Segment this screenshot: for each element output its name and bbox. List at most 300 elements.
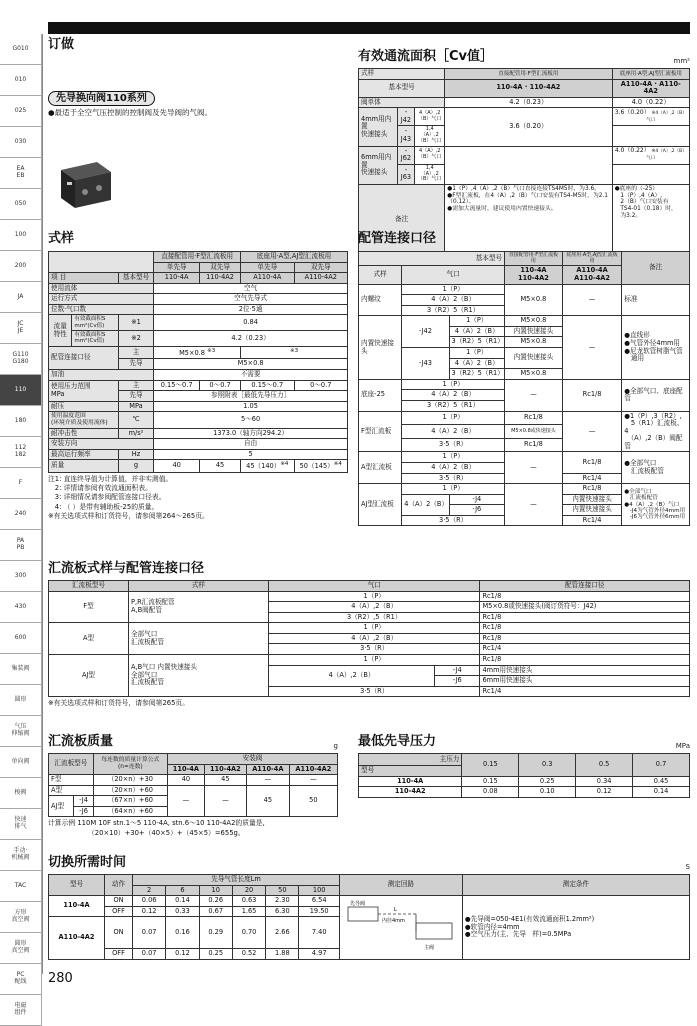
pipe-note: ●全部气口、底座配管	[622, 379, 690, 411]
side-tab[interactable]: 快速 排气	[0, 809, 42, 840]
switch-title: 切换所需时间	[48, 855, 127, 870]
minp-value: 0.10	[519, 787, 576, 798]
mani-port: 1（P）	[269, 591, 480, 602]
mass-value: —	[204, 785, 246, 817]
spec-label: 使用压力范围 MPa	[49, 380, 119, 401]
pipe-note: 标准	[622, 284, 690, 316]
pipe-port: 4（A）2（B）	[449, 326, 505, 337]
switch-table	[48, 874, 690, 960]
sw-act: ON	[105, 917, 133, 949]
pipe-port: 1（P）	[402, 284, 505, 295]
spec-unit: ℃	[118, 412, 153, 428]
pipe-value: Rc1/4	[562, 515, 621, 526]
pipe-code: -J6	[449, 505, 505, 516]
cv-header: 基本型号	[359, 79, 445, 97]
spec-label: 质量	[49, 460, 119, 473]
spec-label: 耐冲击性	[49, 428, 119, 439]
pipe-model: 110-4A 110-4A2	[505, 266, 563, 284]
minp-col: 0.15	[462, 753, 519, 776]
cv-model: 110-4A · 110-4A2	[445, 79, 612, 97]
pipe-model: A110-4A A110-4A2	[562, 266, 621, 284]
sw-header: 测定回路	[339, 874, 462, 895]
pipe-port: 3（R2）5（R1）	[449, 369, 505, 380]
mass-header: 每连数的质量计算公式 (n=连数)	[93, 753, 167, 774]
mass-code: -J4	[74, 796, 93, 807]
pipe-port: 1（P）	[402, 411, 505, 425]
side-tab[interactable]: 240	[0, 499, 42, 530]
mani-value: Rc1/8	[480, 654, 690, 665]
sw-value: 0.06	[133, 896, 166, 907]
spec-value: 45	[200, 460, 241, 473]
minp-header: 主压力	[359, 753, 462, 765]
sw-value: 0.12	[166, 949, 199, 960]
spec-notes	[48, 475, 348, 521]
mass-value: 45	[204, 775, 246, 786]
mass-model: 110-4A2	[204, 764, 246, 775]
minp-value: 0.45	[633, 776, 690, 787]
mass-value: 40	[168, 775, 205, 786]
sw-model: A110-4A2	[49, 917, 105, 959]
cv-value: 4.2（0.23）	[445, 97, 612, 108]
pipe-value: 内置快速接头	[505, 326, 563, 337]
series-badge: 先导换向阀110系列	[48, 91, 155, 107]
pipe-value: Rc1/8	[562, 452, 621, 473]
spec-value: 5～60	[154, 412, 348, 428]
side-tab[interactable]: 112 182	[0, 437, 42, 468]
mani-port: 3·5（R）	[269, 644, 480, 655]
mass-calc: 计算示例 110M 10F stn.1～5 110-4A, stn.6～10 110-4A2的质量是,	[48, 819, 265, 828]
side-tabs	[0, 34, 42, 1026]
mass-value: —	[289, 775, 337, 786]
spec-label: 加油	[49, 370, 154, 381]
sw-value: 19.50	[299, 906, 339, 917]
minp-header: 型号	[359, 765, 462, 776]
pipe-port: 1（P）	[449, 348, 505, 359]
cv-code: -J63	[397, 164, 415, 184]
mass-value: —	[168, 785, 205, 817]
side-tab[interactable]: 圆形 真空阀	[0, 933, 42, 964]
spec-value: 40	[154, 460, 200, 473]
pipe-value: M5×0.8	[505, 284, 563, 316]
cv-model: A110-4A · A110-4A2	[612, 79, 689, 97]
side-tab[interactable]: 200	[0, 251, 42, 282]
pipe-value: —	[562, 284, 621, 316]
spec-type: 单先导	[241, 262, 294, 273]
pipe-port: 1（P）	[402, 452, 505, 463]
pipe-value: Rc1/8	[505, 438, 563, 452]
mass-title: 汇流板质量	[48, 734, 114, 749]
side-tab[interactable]: 100	[0, 220, 42, 251]
mass-header: 安装阀	[168, 753, 338, 764]
side-tab[interactable]: EA EB	[0, 158, 42, 189]
spec-label: 使用流体	[49, 283, 154, 294]
spec-model: A110-4A2	[294, 273, 347, 284]
minp-col: 0.5	[576, 753, 633, 776]
spec-value: 5	[154, 449, 348, 460]
switch-section	[48, 856, 690, 960]
pipe-value: 内置快速接头	[562, 494, 621, 505]
spec-label: 主	[118, 380, 153, 391]
spec-section	[48, 232, 348, 521]
minp-value: 0.12	[576, 787, 633, 798]
mani-value: Rc1/8	[480, 591, 690, 602]
mass-model: 110-4A	[168, 764, 205, 775]
sw-act: ON	[105, 896, 133, 907]
pipe-port: 4（A）2（B）	[402, 425, 505, 439]
section-title-order: 订做	[48, 37, 75, 52]
sw-header: 先导气管长度Lm	[133, 874, 340, 885]
mass-value: —	[246, 775, 289, 786]
side-tab[interactable]: PA PB	[0, 530, 42, 561]
pipe-header: 式样	[359, 266, 402, 284]
spec-value: M5×0.8	[154, 359, 348, 370]
cv-label: 6mm用内置 快速接头	[359, 146, 398, 184]
mani-value: Rc1/4	[480, 644, 690, 655]
spec-value: M5×0.8	[179, 348, 205, 357]
sw-header: 动作	[105, 874, 133, 895]
pipe-port: 1（P）	[449, 316, 505, 327]
sw-act: OFF	[105, 949, 133, 960]
minp-unit: MPa	[675, 741, 690, 750]
minp-value: 0.25	[519, 776, 576, 787]
sw-len: 10	[199, 885, 232, 896]
divider	[42, 34, 43, 974]
mani-type: F型	[49, 591, 129, 623]
minp-model: 110-4A2	[359, 787, 462, 798]
cv-group: 底座用·A型,AJ型汇流板用	[612, 68, 689, 79]
mani-port: 4（A）,2（B）	[269, 665, 435, 686]
side-tab[interactable]: 方形 真空阀	[0, 902, 42, 933]
spec-value: 空气	[154, 283, 348, 294]
sw-value: 6.30	[266, 906, 299, 917]
side-tab[interactable]: 圆形	[0, 685, 42, 716]
spec-label: 耐压	[49, 401, 119, 412]
minp-value: 0.15	[462, 776, 519, 787]
sw-value: 0.07	[133, 917, 166, 949]
side-tab[interactable]: 电磁 组件	[0, 995, 42, 1026]
pipe-kind: A型汇流板	[359, 452, 402, 484]
side-tab[interactable]: 050	[0, 189, 42, 220]
circuit-label: 先导阀	[349, 901, 365, 908]
circuit-label: 主阀	[423, 945, 434, 952]
spec-label: 最高运行频率	[49, 449, 119, 460]
side-tab[interactable]: 300	[0, 561, 42, 592]
pipe-port: 4（A）2（B）	[402, 390, 505, 401]
pipe-kind: 内螺纹	[359, 284, 402, 316]
spec-note: ※2	[118, 331, 153, 347]
spec-item-header: 项 目	[49, 273, 119, 284]
pipe-title: 配管连接口径	[358, 231, 437, 246]
side-tab[interactable]: PC 配线	[0, 964, 42, 995]
sw-value: 0.07	[133, 949, 166, 960]
spec-value: 0～0.7	[294, 380, 347, 391]
side-tab[interactable]: 手动· 机械阀	[0, 840, 42, 871]
spec-table	[48, 251, 348, 473]
spec-value: 1.05	[154, 401, 348, 412]
cv-remark: ●1（P）,4（A）,2（B）气口直接连接TS4M5时，为3.6。 ●F型汇流板，在4（A）,2（B）气口安装有TS4-M5时，为2.1（0.12）。 ●需加大流量时，建议使用内置快速接头。	[445, 185, 612, 255]
spec-value: 空气先导式	[154, 294, 348, 305]
page-number: 280	[48, 971, 73, 986]
spec-label: 主	[118, 346, 153, 359]
manifold-title: 汇流板式样与配管连接口径	[48, 561, 205, 576]
cv-port: 1,4（A）,2 （B）气口	[415, 164, 445, 184]
pipe-value: —	[505, 379, 563, 411]
sw-len: 50	[266, 885, 299, 896]
spec-value: 0.15～0.7	[154, 380, 200, 391]
side-tab[interactable]: 600	[0, 623, 42, 654]
manifold-section	[48, 562, 690, 708]
pipe-port: 1（P）	[402, 379, 505, 390]
pipe-port: 3·5（R）	[402, 438, 505, 452]
spec-value: 1373.0（轴方向294.2）	[154, 428, 348, 439]
cv-section	[358, 50, 690, 255]
side-tab[interactable]: 集装阀	[0, 654, 42, 685]
spec-value: 0.84	[154, 315, 348, 331]
pipe-value: Rc1/4	[562, 473, 621, 484]
spec-type: 双先导	[200, 262, 241, 273]
mani-value: M5×0.8或快速接头(阀订货符号：J42)	[480, 602, 690, 613]
spec-type: 单先导	[154, 262, 200, 273]
mass-unit: g	[333, 741, 338, 750]
spec-model-header: 基本型号	[118, 273, 153, 284]
spec-label: 位数·气口数	[49, 304, 154, 315]
cv-port: 4（A）,2 （B）气口	[415, 146, 445, 164]
spec-label: 配管连接口径	[49, 346, 119, 369]
mani-value: Rc1/8	[480, 612, 690, 623]
side-tab[interactable]: TAC	[0, 871, 42, 902]
mani-value: 4mm用快速接头	[480, 665, 690, 676]
side-tab[interactable]: G110 G180	[0, 344, 42, 375]
mani-port: 4（A）,2（B）	[269, 602, 480, 613]
sw-len: 100	[299, 885, 339, 896]
spec-note: ※4	[333, 461, 342, 468]
pipe-note: ●1（P）,3（R2）, 5（R1）汇流板、4 （A）,2（B）阀配管	[622, 411, 690, 452]
sw-value: 0.63	[232, 896, 265, 907]
mani-port: 3（R2）,5（R1）	[269, 612, 480, 623]
sw-value: 0.25	[199, 949, 232, 960]
mani-port: 1（P）	[269, 654, 480, 665]
mani-header: 式样	[129, 580, 269, 591]
spec-value: 0.15～0.7	[241, 380, 294, 391]
mani-port: 4（A）,2（B）	[269, 633, 480, 644]
spec-unit: g	[118, 460, 153, 473]
side-tab[interactable]: 梭阀	[0, 778, 42, 809]
spec-label: 先导	[118, 391, 153, 402]
sw-value: 0.14	[166, 896, 199, 907]
side-tab[interactable]: 030	[0, 127, 42, 158]
cv-title: 有效通流面积［Cv值］	[358, 49, 494, 64]
spec-label: 有效截面积S mm²(Cv值)	[72, 331, 118, 347]
side-tab[interactable]: 110	[0, 375, 42, 406]
sw-len: 6	[166, 885, 199, 896]
cv-port: 1,4（A）,2 （B）气口	[415, 126, 445, 146]
spec-group-1: 直接配管用·F型汇流板用	[154, 251, 241, 262]
pipe-port: 3（R2）5（R1）	[449, 337, 505, 348]
spec-label: 有效截面积S mm²(Cv值)	[72, 315, 118, 331]
sw-len: 2	[133, 885, 166, 896]
note-line: 注1: 直连终导值为计算值，并非实测值。	[48, 475, 173, 484]
pipe-value: Rc1/8	[562, 379, 621, 411]
pipe-header: 气口	[402, 266, 505, 284]
cv-table	[358, 68, 690, 255]
cv-group: 直接配管用·F型汇流板用	[445, 68, 612, 79]
spec-unit: MPa	[118, 401, 153, 412]
mani-value: 6mm用快速接头	[480, 676, 690, 687]
side-tab[interactable]: G010	[0, 34, 42, 65]
sw-circuit	[339, 896, 462, 960]
mani-value: Rc1/8	[480, 623, 690, 634]
pipe-port: 3·5（R）	[402, 473, 505, 484]
pipe-value: 内置快速接头	[562, 505, 621, 516]
spec-model: 110-4A	[154, 273, 200, 284]
pipe-port: 4（A）2（B）	[402, 463, 505, 474]
pipe-header: 备注	[622, 251, 690, 284]
side-tab[interactable]: 430	[0, 592, 42, 623]
sw-value: 0.52	[232, 949, 265, 960]
spec-note: ※3	[289, 347, 299, 354]
pipe-kind: F型汇流板	[359, 411, 402, 452]
side-tab[interactable]: F	[0, 468, 42, 499]
cv-label: 4mm用内置 快速接头	[359, 108, 398, 146]
note-line: ※有关选项式样和订货符号，请参阅第264～265页。	[48, 511, 209, 520]
sw-value: 2.66	[266, 917, 299, 949]
pipe-header: 基本型号	[359, 251, 505, 266]
spec-label: 使用温度范围 (环境介质及使用流体)	[49, 412, 119, 428]
sw-value: 7.40	[299, 917, 339, 949]
spec-group-2: 底座用·A型,AJ型汇流板用	[241, 251, 348, 262]
pipe-note: ●全部气口 汇流板配管 ●4（A）,2（B）气口 -J4为气管外径4mm用 -J6为气管外径6mm用	[622, 484, 690, 526]
minp-value: 0.34	[576, 776, 633, 787]
mani-header: 汇流板型号	[49, 580, 129, 591]
spec-value: 4.2（0.23）	[154, 331, 348, 347]
pipe-note: ●全部气口 汇流板配管	[622, 452, 690, 484]
spec-value: 不需要	[154, 370, 348, 381]
mani-value: Rc1/4	[480, 686, 690, 697]
cv-remark-label: 备注	[359, 185, 445, 255]
spec-note: ※1	[118, 315, 153, 331]
mass-type: AJ型	[49, 796, 74, 817]
product-image	[55, 158, 113, 212]
cv-note: ※4（A）,2（B）气口	[646, 110, 687, 123]
side-tab[interactable]: JC JE	[0, 313, 42, 344]
sw-cond: ●空气压力(主、先导 样)=0.5MPa	[464, 930, 572, 939]
side-tab[interactable]: 010	[0, 65, 42, 96]
minp-model: 110-4A	[359, 776, 462, 787]
mass-header: 汇流板型号	[49, 753, 94, 774]
spec-value: 2位·5通	[154, 304, 348, 315]
pipe-value: Rc1/8	[562, 484, 621, 495]
sw-len: 20	[232, 885, 265, 896]
side-tab[interactable]: 气压 伸缩阀	[0, 716, 42, 747]
pipe-kind: AJ型汇流板	[359, 484, 402, 526]
cv-value: 4.0（0.22）	[612, 97, 689, 108]
sw-value: 1.65	[232, 906, 265, 917]
spec-unit: Hz	[118, 449, 153, 460]
pipe-code: -J4	[449, 494, 505, 505]
side-tab[interactable]: JA	[0, 282, 42, 313]
sw-value: 0.70	[232, 917, 265, 949]
cv-port: 4（A）,2 （B）气口	[415, 108, 445, 126]
note-line: 3: 详细情况请参阅配管连接口径表。	[48, 493, 166, 502]
minp-col: 0.7	[633, 753, 690, 776]
spec-value: 参照附表［最低先导压力］	[154, 391, 348, 402]
spec-type: 双先导	[294, 262, 347, 273]
mass-model: A110-4A	[246, 764, 289, 775]
spec-value: 45（140）	[246, 462, 281, 471]
sw-header: 测定条件	[462, 874, 689, 895]
pipe-group: 直接配管用·F型汇流板用	[505, 251, 563, 266]
circuit-label: 内径4mm	[381, 918, 405, 925]
pipe-note: ●直线形 ●气管外径4mm用 ●尼龙软管树脂气管 通用	[622, 316, 690, 379]
mani-type: A型	[49, 623, 129, 655]
mass-table	[48, 753, 338, 817]
sw-cond: ●先导阀=050-4E1(有效流通面积1.2mm²)	[464, 915, 595, 924]
minp-value: 0.14	[633, 787, 690, 798]
pipe-value: —	[505, 484, 563, 526]
mass-formula: （20×n）+30	[93, 775, 167, 786]
cv-label: 阀单体	[359, 97, 445, 108]
cv-header: 式样	[359, 68, 445, 79]
minp-table	[358, 753, 690, 798]
cv-value: 3.6（0.20）	[614, 108, 650, 116]
mass-formula: （20×n）+60	[93, 785, 167, 796]
sw-header: 型号	[49, 874, 105, 895]
side-tab[interactable]: 025	[0, 96, 42, 127]
mass-section	[48, 735, 338, 838]
mass-type: F型	[49, 775, 94, 786]
mani-header: 气口	[269, 580, 480, 591]
mass-code: -J6	[74, 806, 93, 817]
minp-section	[358, 735, 690, 798]
cv-unit: mm²	[673, 56, 690, 65]
minp-title: 最低先导压力	[358, 734, 437, 749]
pipe-value: M5×0.8或快速接头	[505, 425, 563, 439]
mani-spec: 全部气口 汇流板配管	[129, 623, 269, 655]
cv-note: ※4（A）,2（B）气口	[646, 149, 687, 162]
sw-value: 0.33	[166, 906, 199, 917]
pipe-port: 3（R2）5（R1）	[402, 400, 505, 411]
mass-formula: （64×n）+60	[93, 806, 167, 817]
note-line: 4: （ ）是带有辅助板-25的质量。	[48, 502, 159, 511]
pipe-value: M5×0.8	[505, 316, 563, 327]
mass-value: 50	[289, 785, 337, 817]
sw-conditions	[462, 896, 689, 960]
sw-cond: ●软管内径=4mm	[464, 922, 520, 931]
spec-model: A110-4A	[241, 273, 294, 284]
pipe-port: 4（A）2（B）	[402, 494, 449, 515]
sw-act: OFF	[105, 906, 133, 917]
pipe-code: -J42	[402, 316, 449, 348]
side-tab[interactable]: 单向阀	[0, 747, 42, 778]
sw-value: 2.30	[266, 896, 299, 907]
spec-label: 先导	[118, 359, 153, 370]
mani-spec: P,R汇流板配管 A,B阀配管	[129, 591, 269, 623]
pipe-table: 基本型号 直接配管用·F型汇流板用 底座用·A型,AJ型汇流板用 备注 式样 气口 110-4A 110-4A2 A110-4A A110-4A2 内螺纹 1（P） M5×0.8 — 标准 4（A）2（B） 3（R2）5（R1） 内置快速接头 -J42 1（P） M5×0.8 — ●直线形 ●气管外径4mm用 ●尼龙软管树脂气管 通用 4（A）2（B） 内置快速接头 3（R2）5（R1） M5×0.8 -J43 1（P） 内置快速接头 4（A）2（B） 3（R2）5（R1） M5×0.8 底座-25 1（P） — Rc1/8 ●全部气口、底座配管 4（A）2（B） 3（R2）5（R1） F型汇流板 1（P） Rc1/8 — ●1（P）,3（R2）, 5（R1）汇流板、4 （A）,2（B）阀配管 4（A）2（B） M5×0.8或快速接头 3·5（R） Rc1/8 A型汇流板 1（P） — Rc1/8 ●全部气口 汇流板配管 4（A）2（B） 3·5（R） Rc1/4 AJ型汇流板 1（P） — Rc1/8 ●全部气口 汇流板配管 ●4（A）,2（B）气口 -J4为气管外径4mm用 -J6为气管外径6mm用 4（A）2（B） -J4 内置快速接头 -J6 内置快速接头 3·5（R） Rc1/4	[358, 251, 690, 527]
sw-value: 6.54	[299, 896, 339, 907]
note-line: 2: 详情请参阅有效流通面积表。	[48, 484, 152, 493]
side-tab[interactable]: 180	[0, 406, 42, 437]
cv-code: -J42	[397, 108, 415, 126]
mani-type: AJ型	[49, 654, 129, 696]
pipe-value: 内置快速接头	[505, 348, 563, 369]
sw-value: 0.12	[133, 906, 166, 917]
spec-label: 流量 特性	[49, 315, 72, 346]
left-column	[48, 38, 348, 118]
mani-spec: A,B气口 内置快速接头 全部气口 汇流板配管	[129, 654, 269, 696]
mass-formula: （67×n）+60	[93, 796, 167, 807]
pipe-port: 3·5（R）	[402, 515, 505, 526]
mani-port: 3·5（R）	[269, 686, 480, 697]
